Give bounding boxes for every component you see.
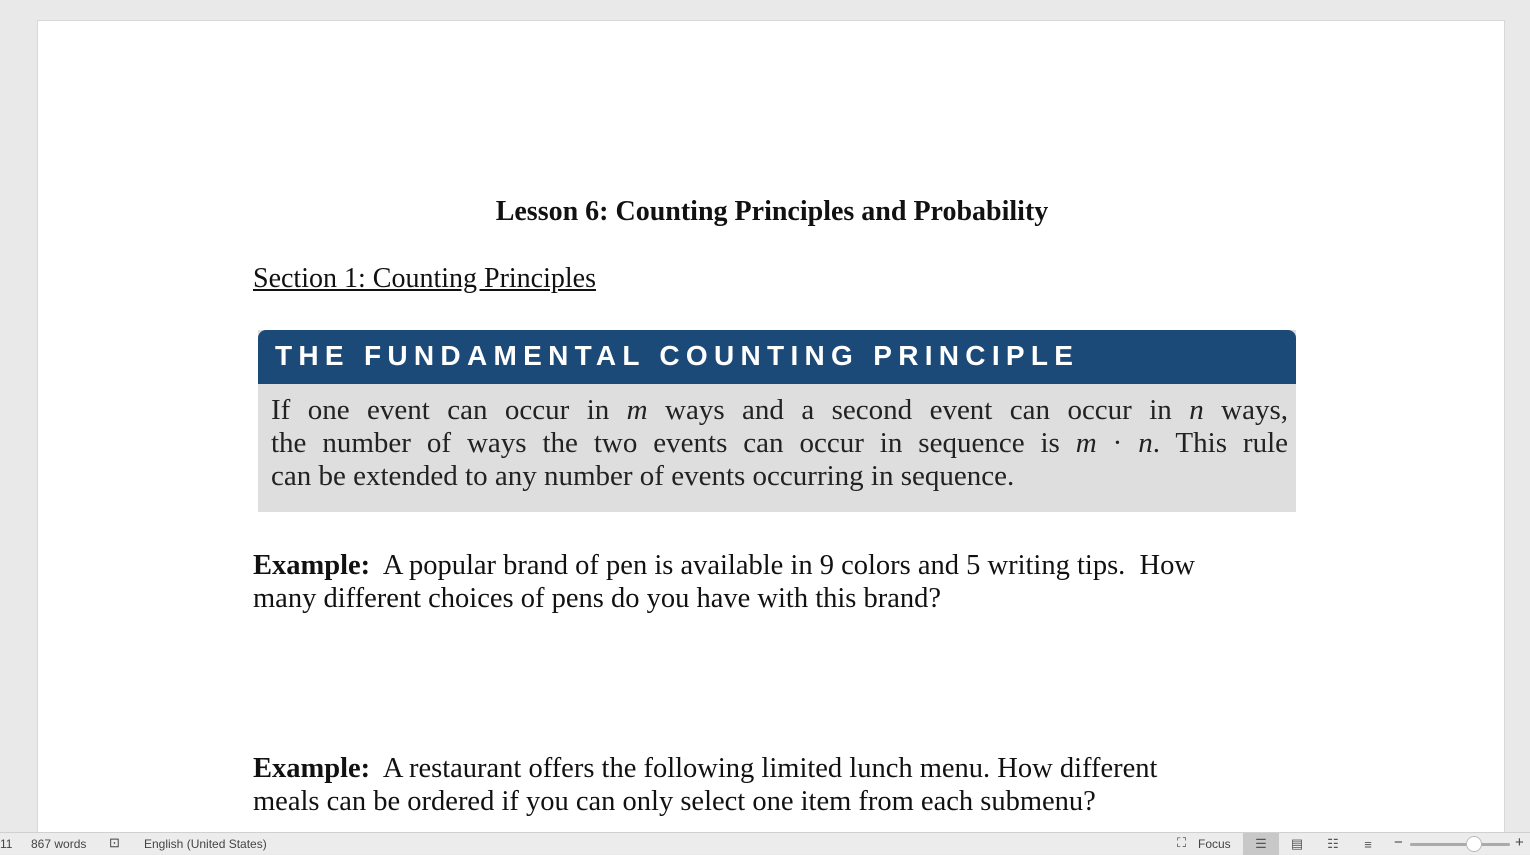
principle-line: If one event can occur in m ways and a second event can occur in n ways, (271, 394, 1288, 426)
example-2: Example: A restaurant offers the following limited lunch menu. How different meals can be ordered if you can only select one item from each submenu? (253, 753, 1158, 817)
zoom-slider[interactable] (1410, 843, 1510, 846)
outline-view-button[interactable]: ☷ (1327, 836, 1339, 851)
example-label: Example: (253, 753, 371, 784)
principle-line: can be extended to any number of events occurring in sequence. (271, 460, 1015, 492)
example-label: Example: (253, 550, 371, 581)
page-count[interactable]: 11 (0, 837, 13, 851)
principle-line: the number of ways the two events can occur in sequence is m · n. This rule (271, 427, 1288, 459)
draft-view-button[interactable]: ≡ (1364, 836, 1372, 852)
zoom-in-button[interactable]: + (1515, 834, 1524, 851)
principle-body (258, 384, 1296, 493)
focus-icon: ⛶ (1177, 835, 1187, 850)
example-1: Example: A popular brand of pen is available in 9 colors and 5 writing tips. How many different choices of pens do you have with this brand? (253, 550, 1195, 614)
focus-button[interactable]: Focus (1198, 837, 1231, 851)
status-bar (0, 832, 1530, 854)
zoom-out-button[interactable]: − (1394, 834, 1403, 851)
zoom-slider-knob[interactable] (1466, 836, 1482, 852)
word-count[interactable]: 867 words (31, 837, 87, 851)
document-title: Lesson 6: Counting Principles and Probability (495, 196, 1049, 227)
proofing-icon[interactable]: ⊡ (109, 835, 120, 850)
print-layout-view-button[interactable]: ☰ (1243, 833, 1279, 855)
web-layout-view-button[interactable]: ▤ (1290, 836, 1304, 851)
section-heading: Section 1: Counting Principles (253, 263, 596, 294)
document-page[interactable] (37, 20, 1505, 850)
principle-heading: THE FUNDAMENTAL COUNTING PRINCIPLE (258, 330, 1296, 384)
language[interactable]: English (United States) (144, 837, 267, 851)
principle-box (258, 330, 1296, 512)
